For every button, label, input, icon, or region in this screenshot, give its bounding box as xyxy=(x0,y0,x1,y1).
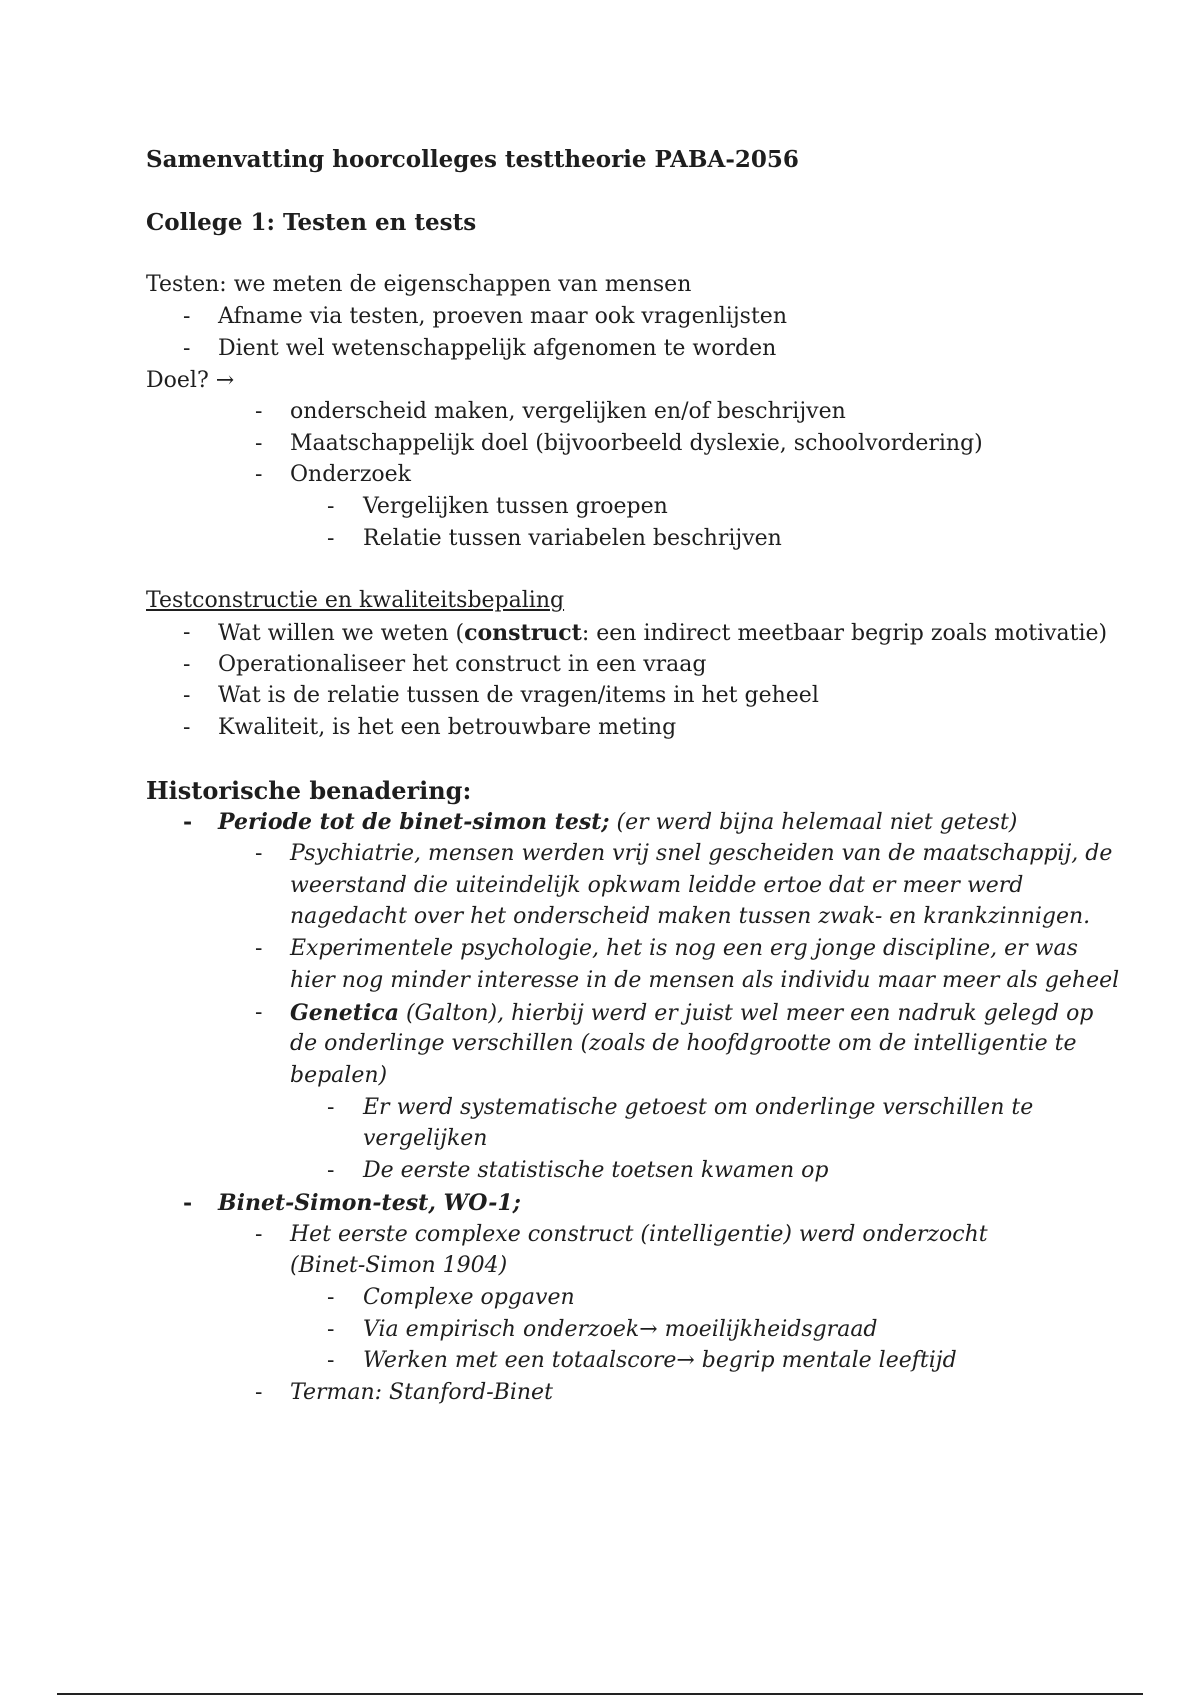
bullet-dash: - xyxy=(183,809,193,835)
bullet-dash: - xyxy=(255,462,263,487)
bullet-dash: - xyxy=(327,1095,335,1120)
bullet-dash: - xyxy=(255,1000,263,1025)
bullet-dash: - xyxy=(327,526,335,551)
list-item: Vergelijken tussen groepen xyxy=(363,494,668,519)
list-item: Periode tot de binet-simon test; (er werd bijna helemaal niet getest) xyxy=(218,809,1018,835)
bullet-dash: - xyxy=(327,494,335,519)
list-item: Binet-Simon-test, WO-1; xyxy=(218,1190,521,1216)
bullet-dash: - xyxy=(183,715,191,740)
bullet-dash: - xyxy=(183,652,191,677)
list-item: Via empirisch onderzoek→ moeilijkheidsgraad xyxy=(363,1317,878,1342)
bullet-dash: - xyxy=(255,841,263,866)
list-item: Er werd systematische getoest om onderlinge verschillen te xyxy=(363,1095,1034,1120)
bullet-dash: - xyxy=(327,1158,335,1183)
list-item-cont: bepalen) xyxy=(290,1063,388,1088)
list-item: Het eerste complexe construct (intelligentie) werd onderzocht xyxy=(290,1222,988,1247)
list-item: Onderzoek xyxy=(290,462,412,487)
list-item: Experimentele psychologie, het is nog een erg jonge discipline, er was xyxy=(290,936,1078,961)
bullet-dash: - xyxy=(183,683,191,708)
list-item: Wat is de relatie tussen de vragen/items in het geheel xyxy=(218,683,819,708)
list-item-cont: nagedacht over het onderscheid maken tussen zwak- en krankzinnigen. xyxy=(290,904,1091,929)
list-item-cont: hier nog minder interesse in de mensen als individu maar meer als geheel xyxy=(290,968,1120,993)
bullet-dash: - xyxy=(255,1380,263,1405)
constructie-heading: Testconstructie en kwaliteitsbepaling xyxy=(146,588,565,613)
list-item: De eerste statistische toetsen kwamen op xyxy=(363,1158,829,1183)
bullet-dash: - xyxy=(183,336,191,361)
footer-divider xyxy=(57,1693,1143,1695)
list-item: Psychiatrie, mensen werden vrij snel gescheiden van de maatschappij, de xyxy=(290,841,1113,866)
list-item: Operationaliseer het construct in een vraag xyxy=(218,652,707,677)
list-item: Complexe opgaven xyxy=(363,1285,575,1310)
historisch-heading: Historische benadering: xyxy=(146,776,472,805)
list-item-cont: de onderlinge verschillen (zoals de hoofdgrootte om de intelligentie te xyxy=(290,1031,1077,1056)
bullet-dash: - xyxy=(327,1317,335,1342)
list-item-cont: vergelijken xyxy=(363,1126,488,1151)
list-item: Dient wel wetenschappelijk afgenomen te worden xyxy=(218,336,777,361)
list-item: Afname via testen, proeven maar ook vragenlijsten xyxy=(218,304,787,329)
college-heading: College 1: Testen en tests xyxy=(146,209,477,236)
list-item-cont: weerstand die uiteindelijk opkwam leidde ertoe dat er meer werd xyxy=(290,873,1024,898)
list-item: Genetica (Galton), hierbij werd er juist wel meer een nadruk gelegd op xyxy=(290,1000,1094,1026)
document-title: Samenvatting hoorcolleges testtheorie PABA-2056 xyxy=(146,146,799,173)
list-item: onderscheid maken, vergelijken en/of beschrijven xyxy=(290,399,846,424)
bullet-dash: - xyxy=(327,1285,335,1310)
doel-label: Doel? → xyxy=(146,368,235,393)
bullet-dash: - xyxy=(255,936,263,961)
list-item-cont: (Binet-Simon 1904) xyxy=(290,1253,508,1278)
list-item: Relatie tussen variabelen beschrijven xyxy=(363,526,782,551)
list-item: Kwaliteit, is het een betrouwbare meting xyxy=(218,715,677,740)
list-item: Wat willen we weten (construct: een indirect meetbaar begrip zoals motivatie) xyxy=(218,620,1108,646)
list-item: Maatschappelijk doel (bijvoorbeeld dyslexie, schoolvordering) xyxy=(290,431,983,456)
bullet-dash: - xyxy=(255,1222,263,1247)
bullet-dash: - xyxy=(183,1190,193,1216)
list-item: Terman: Stanford-Binet xyxy=(290,1380,553,1405)
bullet-dash: - xyxy=(183,304,191,329)
bullet-dash: - xyxy=(255,399,263,424)
testen-intro: Testen: we meten de eigenschappen van mensen xyxy=(146,272,692,297)
bullet-dash: - xyxy=(183,620,191,645)
list-item: Werken met een totaalscore→ begrip mentale leeftijd xyxy=(363,1348,957,1373)
bullet-dash: - xyxy=(255,431,263,456)
bullet-dash: - xyxy=(327,1348,335,1373)
